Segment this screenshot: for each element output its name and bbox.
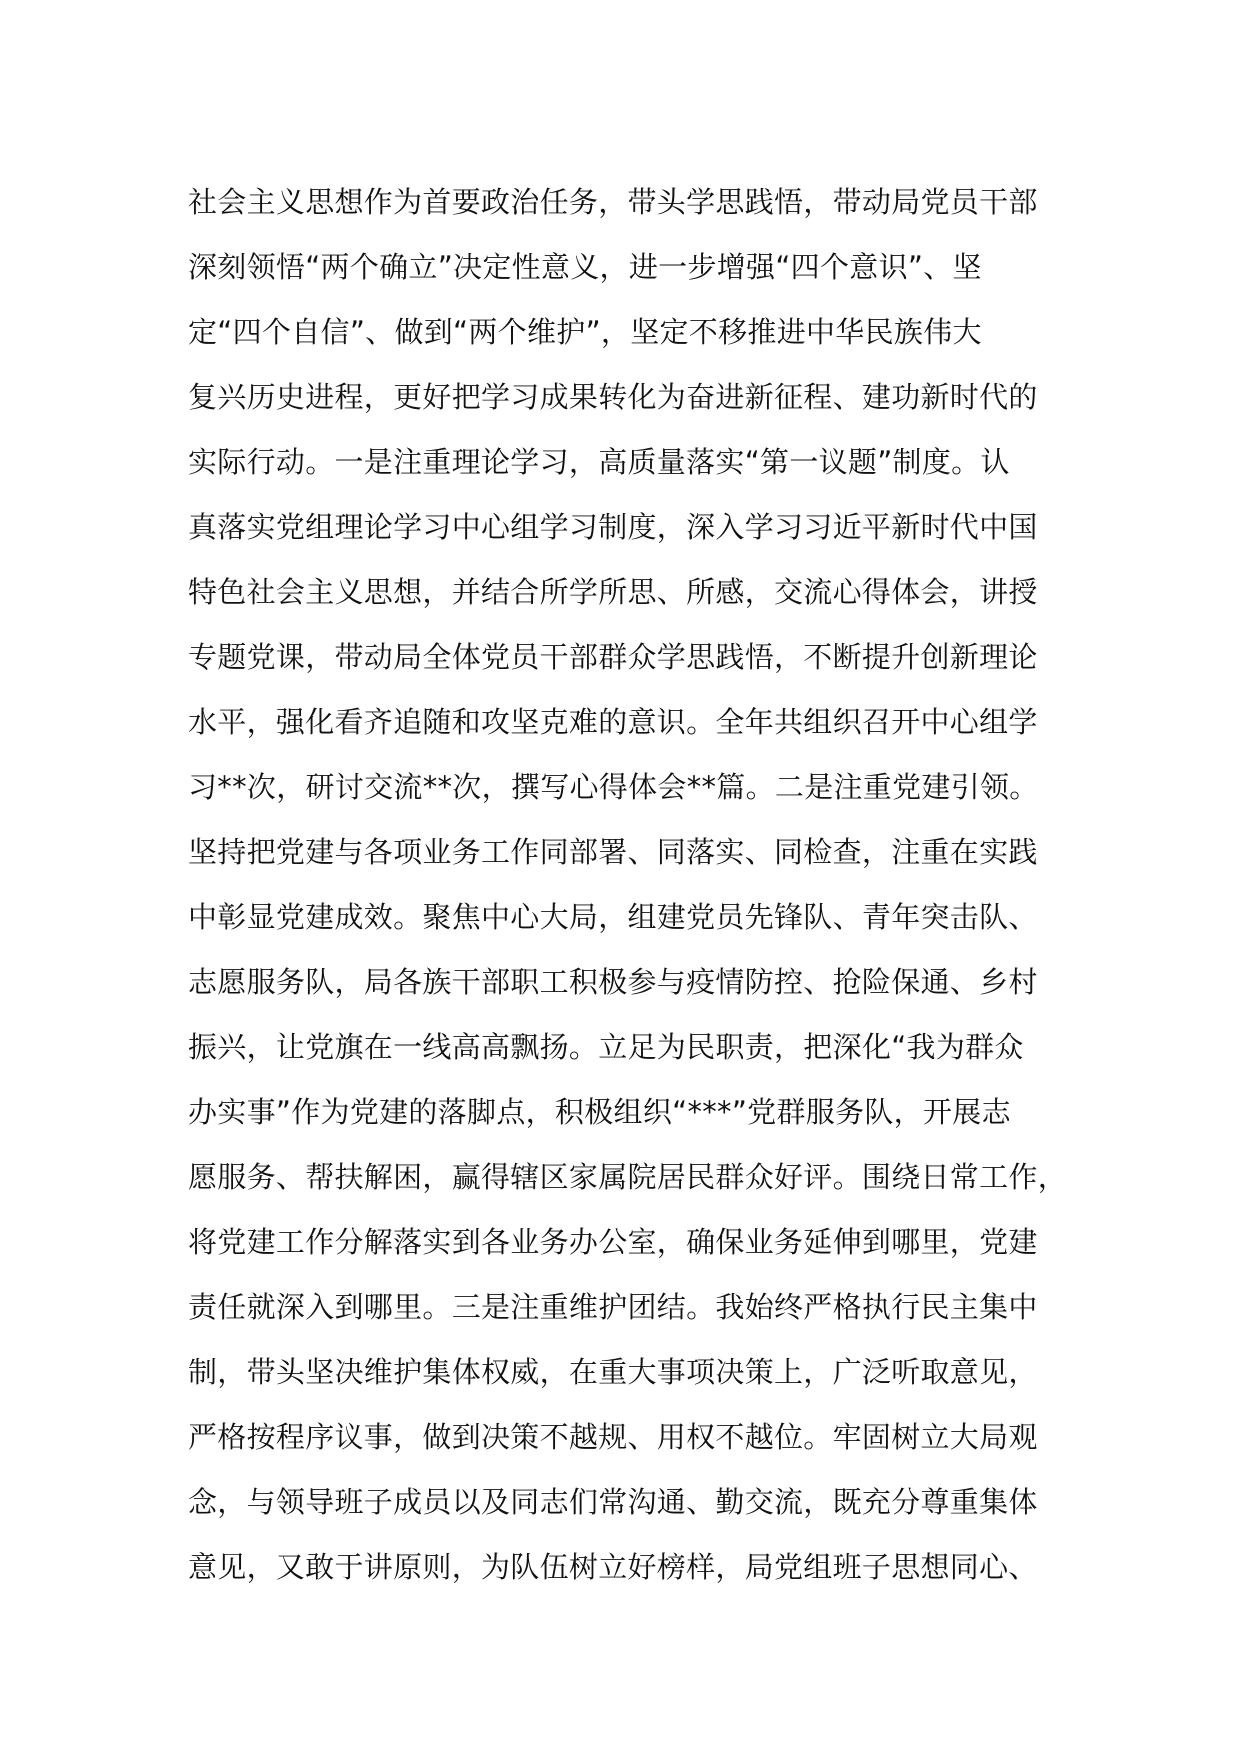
text-line: 中彰显党建成效。聚焦中心大局，组建党员先锋队、青年突击队、 — [188, 900, 1038, 934]
text-line: 责任就深入到哪里。三是注重维护团结。我始终严格执行民主集中 — [188, 1290, 1038, 1324]
text-line: 振兴，让党旗在一线高高飘扬。立足为民职责，把深化“我为群众 — [188, 1030, 1024, 1064]
text-line: 习**次，研讨交流**次，撰写心得体会**篇。二是注重党建引领。 — [188, 770, 1039, 804]
text-line: 制，带头坚决维护集体权威，在重大事项决策上，广泛听取意见， — [188, 1355, 1038, 1389]
text-line: 愿服务、帮扶解困，赢得辖区家属院居民群众好评。围绕日常工作， — [188, 1160, 1068, 1194]
text-line: 实际行动。一是注重理论学习，高质量落实“第一议题”制度。认 — [188, 445, 1010, 479]
text-line: 坚持把党建与各项业务工作同部署、同落实、同检查，注重在实践 — [188, 835, 1038, 869]
text-line: 社会主义思想作为首要政治任务，带头学思践悟，带动局党员干部 — [188, 185, 1038, 219]
text-line: 真落实党组理论学习中心组学习制度，深入学习习近平新时代中国 — [188, 510, 1038, 544]
body-text — [188, 170, 1088, 1600]
text-line: 严格按程序议事，做到决策不越规、用权不越位。牢固树立大局观 — [188, 1420, 1038, 1454]
text-line: 专题党课，带动局全体党员干部群众学思践悟，不断提升创新理论 — [188, 640, 1038, 674]
text-line: 特色社会主义思想，并结合所学所思、所感，交流心得体会，讲授 — [188, 575, 1038, 609]
text-line: 深刻领悟“两个确立”决定性意义，进一步增强“四个意识”、坚 — [188, 250, 982, 284]
text-line: 将党建工作分解落实到各业务办公室，确保业务延伸到哪里，党建 — [188, 1225, 1038, 1259]
text-line: 念，与领导班子成员以及同志们常沟通、勤交流，既充分尊重集体 — [188, 1485, 1038, 1519]
text-line: 意见，又敢于讲原则，为队伍树立好榜样，局党组班子思想同心、 — [188, 1550, 1038, 1584]
text-line: 水平，强化看齐追随和攻坚克难的意识。全年共组织召开中心组学 — [188, 705, 1038, 739]
text-line: 复兴历史进程，更好把学习成果转化为奋进新征程、建功新时代的 — [188, 380, 1038, 414]
text-line: 办实事”作为党建的落脚点，积极组织“***”党群服务队，开展志 — [188, 1095, 1011, 1129]
text-line: 志愿服务队，局各族干部职工积极参与疫情防控、抢险保通、乡村 — [188, 965, 1038, 999]
text-line: 定“四个自信”、做到“两个维护”，坚定不移推进中华民族伟大 — [188, 315, 982, 349]
